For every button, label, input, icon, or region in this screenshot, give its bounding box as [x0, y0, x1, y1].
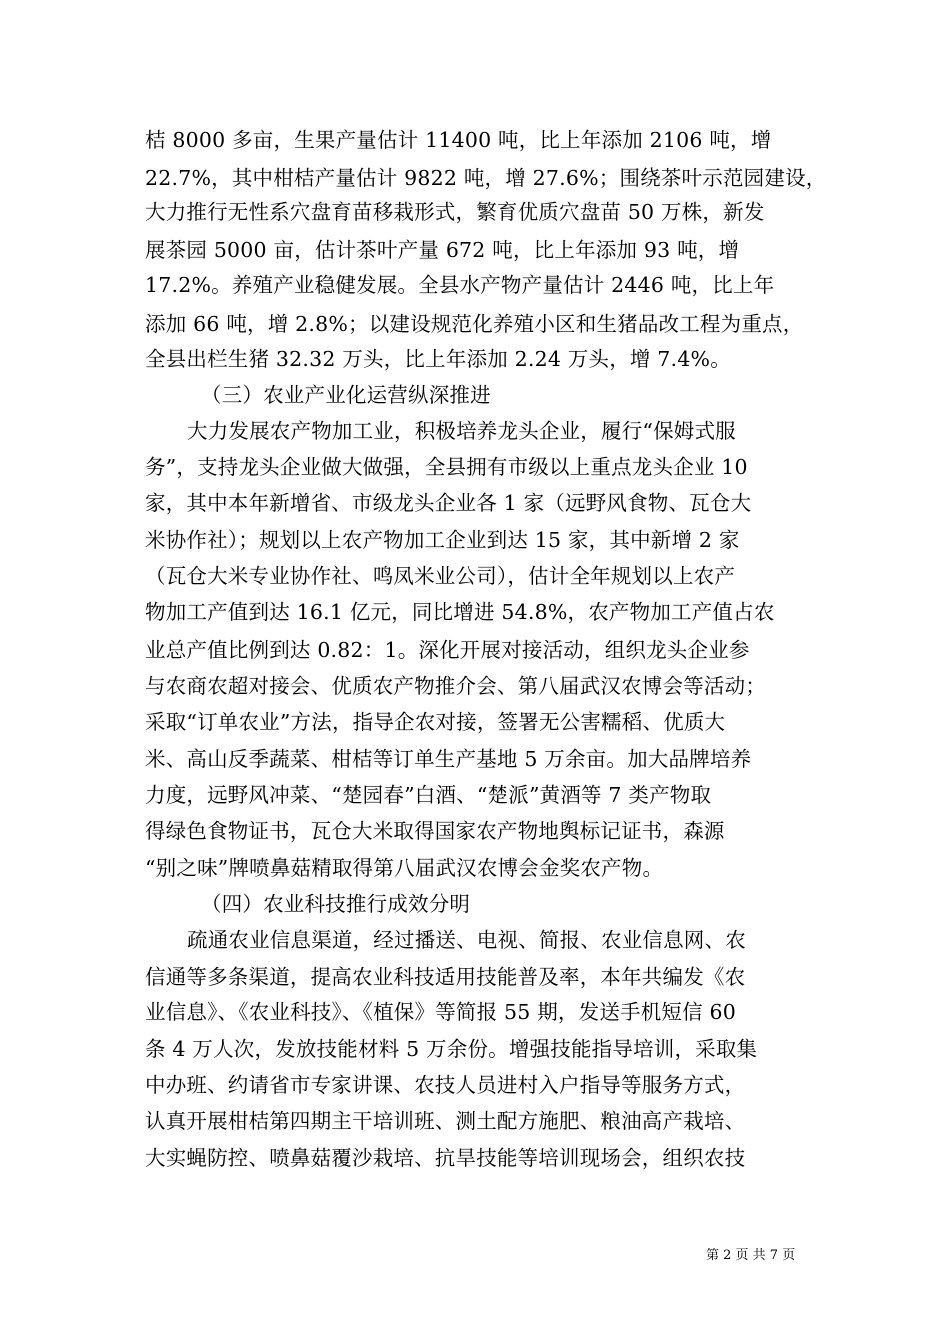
body-text-line: 桔 8000 多亩，生果产量估计 11400 吨，比上年添加 2106 吨，增 [145, 128, 772, 152]
body-text-line: 米协作社）；规划以上农产物加工企业到达 15 家，其中新增 2 家 [145, 528, 740, 552]
body-text-line: 17.2%。养殖产业稳健发展。全县水产物产量估计 2446 吨，比上年 [145, 273, 775, 297]
body-text-line: 大力推行无性系穴盘育苗移栽形式，繁育优质穴盘苗 50 万株，新发 [145, 200, 765, 224]
body-text-line: 务”，支持龙头企业做大做强，全县拥有市级以上重点龙头企业 10 [145, 455, 748, 479]
body-text-line: （瓦仓大米专业协作社、鸣凤米业公司），估计全年规划以上农产 [145, 564, 736, 588]
body-text-line: 信通等多条渠道，提高农业科技适用技能普及率，本年共编发《农 [145, 965, 746, 989]
body-text-line: 业信息》、《农业科技》、《植保》等简报 55 期，发送手机短信 60 [145, 1000, 737, 1024]
body-text-line: 疏通农业信息渠道，经过播送、电视、简报、农业信息网、农 [187, 928, 746, 952]
body-text-line: 米、高山反季蔬菜、柑桔等订单生产基地 5 万余亩。加大品牌培养 [145, 747, 752, 771]
body-text-line: 采取“订单农业”方法，指导企农对接，签署无公害糯稻、优质大 [145, 710, 726, 734]
body-text-line: 添加 66 吨，增 2.8%；以建设规范化养殖小区和生猪品改工程为重点， [145, 312, 804, 336]
body-text-line: 力度，远野风冲菜、“楚园春”白酒、“楚派”黄酒等 7 类产物取 [145, 783, 712, 807]
body-text-line: 得绿色食物证书，瓦仓大米取得国家农产物地舆标记证书，森源 [145, 819, 725, 843]
body-text-line: 业总产值比例到达 0.82：1。深化开展对接活动，组织龙头企业参 [145, 638, 750, 662]
section-heading: （三）农业产业化运营纵深推进 [201, 383, 491, 407]
body-text-line: 与农商农超对接会、优质农产物推介会、第八届武汉农博会等活动； [145, 674, 766, 698]
body-text-line: 条 4 万人次，发放技能材料 5 万余份。增强技能指导培训，采取集 [145, 1037, 758, 1061]
body-text-line: 22.7%，其中柑桔产量估计 9822 吨，增 27.6%；围绕茶叶示范园建设， [145, 166, 827, 190]
section-heading: （四）农业科技推行成效分明 [201, 892, 471, 916]
body-text-line: 家，其中本年新增省、市级龙头企业各 1 家（远野风食物、瓦仓大 [145, 491, 752, 515]
body-text-line: 全县出栏生猪 32.32 万头，比上年添加 2.24 万头，增 7.4%。 [145, 347, 731, 371]
page-number: 第 2 页 共 7 页 [706, 1248, 796, 1263]
body-text-line: 展茶园 5000 亩，估计茶叶产量 672 吨，比上年添加 93 吨，增 [145, 238, 740, 262]
body-text-line: “别之味”牌喷鼻菇精取得第八届武汉农博会金奖农产物。 [145, 856, 664, 880]
body-text-line: 大实蝇防控、喷鼻菇覆沙栽培、抗旱技能等培训现场会，组织农技 [145, 1146, 746, 1170]
body-text-line: 物加工产值到达 16.1 亿元，同比增进 54.8%，农产物加工产值占农 [145, 600, 775, 624]
body-text-line: 大力发展农产物加工业，积极培养龙头企业，履行“保姆式服 [187, 419, 736, 443]
body-text-line: 中办班、约请省市专家讲课、农技人员进村入户指导等服务方式， [145, 1073, 746, 1097]
body-text-line: 认真开展柑桔第四期主干培训班、测土配方施肥、粮油高产栽培、 [145, 1109, 746, 1133]
